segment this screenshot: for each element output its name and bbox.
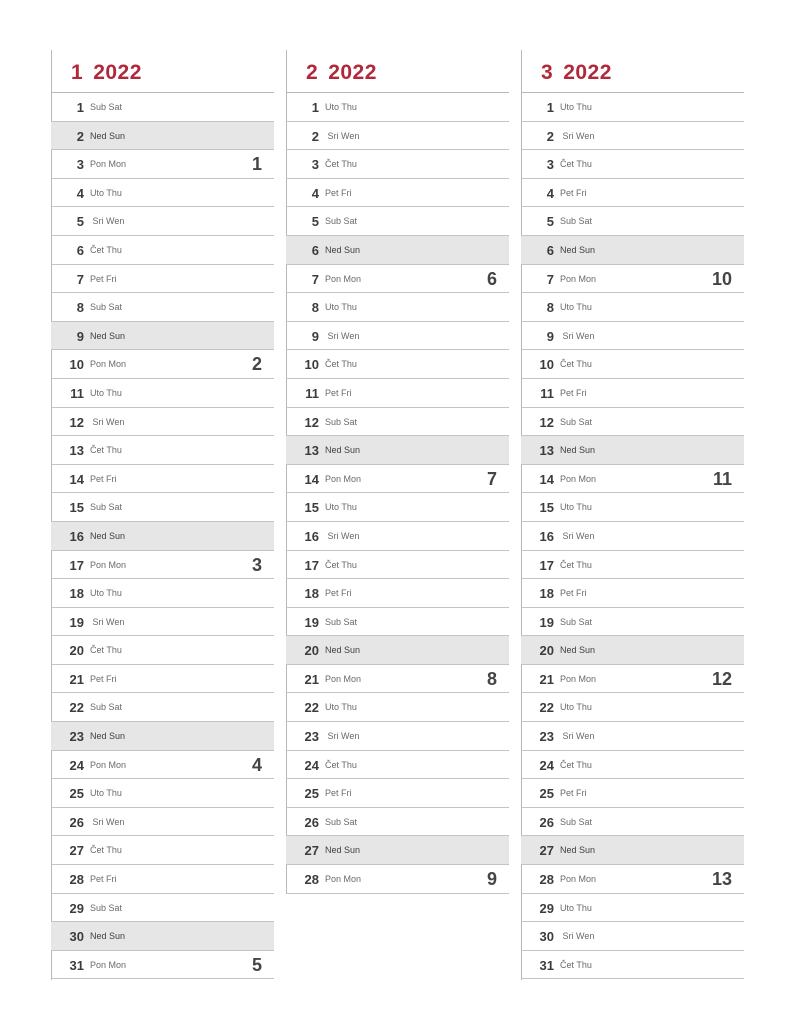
weekday-label: Sri Wen — [90, 616, 125, 627]
weekday-label: Sub Sat — [325, 416, 358, 427]
month-column-february — [286, 50, 509, 894]
weekday-label: Čet Thu — [560, 759, 592, 770]
weekday-label: Sub Sat — [325, 616, 358, 627]
day-row — [51, 579, 274, 608]
day-number: 21 — [539, 671, 554, 687]
day-number: 7 — [546, 271, 554, 287]
weekday-label: Sri Wen — [90, 816, 125, 827]
weekday-label: Uto Thu — [325, 702, 357, 713]
day-row — [51, 408, 274, 437]
day-row — [286, 93, 509, 122]
weekday-label: Pon Mon — [90, 959, 127, 970]
day-number: 3 — [546, 157, 554, 173]
week-number: 9 — [486, 869, 497, 890]
month-column-january — [51, 50, 274, 979]
month-year: 2022 — [328, 61, 377, 84]
day-number: 19 — [539, 614, 554, 630]
day-row — [521, 693, 744, 722]
day-row — [286, 751, 509, 780]
weekday-label: Pet Fri — [90, 273, 117, 284]
day-row — [51, 322, 274, 351]
weekday-label: Pon Mon — [560, 673, 597, 684]
weekday-label: Sri Wen — [560, 731, 595, 742]
weekday-label: Ned Sun — [560, 845, 596, 856]
weekday-label: Čet Thu — [560, 559, 592, 570]
weekday-label: Pet Fri — [560, 788, 587, 799]
day-number: 27 — [69, 843, 84, 859]
day-row — [521, 894, 744, 923]
day-number: 14 — [539, 471, 554, 487]
day-row — [51, 951, 274, 980]
day-number: 16 — [69, 528, 84, 544]
day-row — [51, 293, 274, 322]
weekday-label: Uto Thu — [560, 702, 592, 713]
day-number: 11 — [540, 385, 554, 401]
day-number: 16 — [539, 528, 554, 544]
weekday-label: Ned Sun — [90, 130, 126, 141]
day-row — [286, 836, 509, 865]
day-row — [286, 779, 509, 808]
weekday-label: Sri Wen — [325, 330, 360, 341]
day-row — [51, 207, 274, 236]
day-row — [286, 722, 509, 751]
weekday-label: Čet Thu — [325, 359, 357, 370]
day-number: 15 — [69, 500, 84, 516]
day-number: 28 — [69, 872, 84, 888]
day-number: 24 — [539, 757, 554, 773]
weekday-label: Uto Thu — [90, 788, 122, 799]
day-row — [521, 436, 744, 465]
day-row — [521, 150, 744, 179]
weekday-label: Pon Mon — [90, 159, 127, 170]
month-year: 2022 — [93, 61, 142, 84]
day-row — [51, 722, 274, 751]
day-row — [521, 350, 744, 379]
weekday-label: Uto Thu — [325, 102, 357, 112]
day-row — [286, 865, 509, 894]
day-row — [51, 551, 274, 580]
day-number: 6 — [546, 242, 554, 258]
day-number: 22 — [539, 700, 554, 716]
day-row — [521, 236, 744, 265]
month-number: 1 — [71, 61, 84, 84]
weekday-label: Pon Mon — [560, 273, 597, 284]
weekday-label: Ned Sun — [560, 445, 596, 456]
day-row — [286, 265, 509, 294]
weekday-label: Sri Wen — [560, 330, 595, 341]
day-row — [286, 408, 509, 437]
day-number: 11 — [70, 385, 84, 401]
day-list — [286, 92, 509, 894]
weekday-label: Ned Sun — [90, 731, 126, 742]
weekday-label: Uto Thu — [560, 302, 592, 313]
day-row — [521, 836, 744, 865]
day-number: 31 — [539, 957, 554, 973]
weekday-label: Sri Wen — [560, 931, 595, 942]
weekday-label: Sri Wen — [325, 130, 360, 141]
day-row — [521, 665, 744, 694]
day-row — [51, 179, 274, 208]
weekday-label: Čet Thu — [560, 359, 592, 370]
day-row — [521, 922, 744, 951]
day-number: 24 — [69, 757, 84, 773]
day-number: 13 — [304, 443, 319, 459]
day-number: 4 — [311, 185, 319, 201]
day-number: 18 — [304, 586, 319, 602]
day-number: 8 — [76, 300, 84, 316]
week-number: 6 — [486, 268, 497, 289]
week-number: 8 — [486, 668, 497, 689]
month-number: 3 — [541, 61, 554, 84]
weekday-label: Čet Thu — [90, 445, 122, 456]
weekday-label: Sri Wen — [90, 416, 125, 427]
weekday-label: Pet Fri — [325, 387, 352, 398]
day-row — [286, 693, 509, 722]
weekday-label: Uto Thu — [90, 588, 122, 599]
day-row — [286, 808, 509, 837]
day-row — [286, 579, 509, 608]
weekday-label: Ned Sun — [325, 445, 361, 456]
weekday-label: Čet Thu — [90, 845, 122, 856]
weekday-label: Čet Thu — [325, 759, 357, 770]
weekday-label: Pet Fri — [325, 187, 352, 198]
day-number: 4 — [76, 185, 84, 201]
weekday-label: Ned Sun — [325, 645, 361, 656]
month-year: 2022 — [563, 61, 612, 84]
day-number: 26 — [539, 814, 554, 830]
weekday-label: Sri Wen — [560, 130, 595, 141]
day-row — [51, 836, 274, 865]
day-row — [521, 322, 744, 351]
day-row — [51, 922, 274, 951]
weekday-label: Pet Fri — [90, 673, 117, 684]
day-row — [51, 894, 274, 923]
day-number: 31 — [69, 957, 84, 973]
weekday-label: Uto Thu — [90, 187, 122, 198]
weekday-label: Uto Thu — [560, 902, 592, 913]
day-number: 5 — [76, 214, 84, 230]
day-number: 21 — [69, 671, 84, 687]
day-number: 12 — [539, 414, 554, 430]
day-row — [521, 408, 744, 437]
day-row — [286, 636, 509, 665]
weekday-label: Pon Mon — [90, 759, 127, 770]
weekday-label: Pon Mon — [325, 273, 362, 284]
day-number: 3 — [311, 157, 319, 173]
day-number: 20 — [304, 643, 319, 659]
day-number: 9 — [311, 328, 319, 344]
week-number: 4 — [251, 754, 262, 775]
weekday-label: Uto Thu — [325, 502, 357, 513]
day-number: 13 — [69, 443, 84, 459]
weekday-label: Ned Sun — [560, 645, 596, 656]
day-number: 27 — [304, 843, 319, 859]
week-number: 13 — [711, 869, 732, 890]
weekday-label: Čet Thu — [325, 159, 357, 170]
weekday-label: Sub Sat — [90, 102, 123, 112]
day-row — [51, 350, 274, 379]
week-number: 7 — [486, 468, 497, 489]
day-number: 11 — [305, 385, 319, 401]
day-number: 6 — [311, 242, 319, 258]
day-number: 10 — [304, 357, 319, 373]
day-number: 2 — [311, 128, 319, 144]
day-number: 1 — [546, 100, 554, 115]
day-row — [286, 379, 509, 408]
weekday-label: Čet Thu — [90, 645, 122, 656]
weekday-label: Sub Sat — [90, 702, 123, 713]
day-row — [286, 436, 509, 465]
day-number: 20 — [69, 643, 84, 659]
day-row — [286, 551, 509, 580]
day-row — [521, 751, 744, 780]
day-number: 10 — [539, 357, 554, 373]
day-number: 22 — [304, 700, 319, 716]
weekday-label: Uto Thu — [90, 387, 122, 398]
month-column-march — [521, 50, 744, 979]
day-row — [521, 293, 744, 322]
day-number: 25 — [69, 786, 84, 802]
day-row — [51, 779, 274, 808]
day-row — [286, 665, 509, 694]
day-number: 24 — [304, 757, 319, 773]
day-number: 18 — [539, 586, 554, 602]
day-number: 5 — [311, 214, 319, 230]
weekday-label: Uto Thu — [325, 302, 357, 313]
day-number: 28 — [539, 872, 554, 888]
weekday-label: Pon Mon — [90, 359, 127, 370]
day-row — [286, 322, 509, 351]
week-number: 3 — [251, 554, 262, 575]
day-number: 16 — [304, 528, 319, 544]
day-row — [521, 608, 744, 637]
day-number: 19 — [304, 614, 319, 630]
weekday-label: Pon Mon — [560, 473, 597, 484]
day-number: 8 — [546, 300, 554, 316]
day-number: 26 — [304, 814, 319, 830]
day-number: 1 — [76, 100, 84, 115]
day-row — [51, 465, 274, 494]
day-number: 4 — [546, 185, 554, 201]
day-row — [521, 179, 744, 208]
day-row — [51, 865, 274, 894]
day-row — [286, 236, 509, 265]
day-number: 22 — [69, 700, 84, 716]
day-number: 17 — [69, 557, 84, 573]
day-row — [286, 608, 509, 637]
day-list — [51, 92, 274, 979]
weekday-label: Sri Wen — [325, 731, 360, 742]
day-row — [521, 493, 744, 522]
day-row — [521, 636, 744, 665]
day-row — [51, 93, 274, 122]
weekday-label: Čet Thu — [560, 159, 592, 170]
weekday-label: Sri Wen — [90, 216, 125, 227]
day-number: 2 — [76, 128, 84, 144]
day-row — [51, 379, 274, 408]
day-number: 7 — [311, 271, 319, 287]
day-row — [521, 265, 744, 294]
day-number: 12 — [304, 414, 319, 430]
day-row — [521, 551, 744, 580]
day-row — [51, 122, 274, 151]
weekday-label: Sub Sat — [90, 302, 123, 313]
day-row — [286, 179, 509, 208]
day-row — [521, 122, 744, 151]
day-number: 2 — [546, 128, 554, 144]
day-row — [51, 665, 274, 694]
day-number: 15 — [539, 500, 554, 516]
day-number: 1 — [311, 100, 319, 115]
week-number: 11 — [712, 468, 732, 489]
day-row — [51, 751, 274, 780]
day-number: 23 — [304, 729, 319, 745]
day-number: 23 — [69, 729, 84, 745]
day-number: 15 — [304, 500, 319, 516]
day-number: 30 — [539, 929, 554, 945]
weekday-label: Pet Fri — [560, 588, 587, 599]
day-row — [51, 608, 274, 637]
day-number: 6 — [76, 242, 84, 258]
month-title — [51, 50, 274, 92]
weekday-label: Sub Sat — [90, 902, 123, 913]
weekday-label: Pon Mon — [325, 673, 362, 684]
weekday-label: Uto Thu — [560, 102, 592, 112]
weekday-label: Pet Fri — [90, 473, 117, 484]
day-number: 27 — [539, 843, 554, 859]
weekday-label: Sub Sat — [560, 816, 593, 827]
weekday-label: Ned Sun — [90, 330, 126, 341]
day-row — [51, 636, 274, 665]
day-row — [521, 865, 744, 894]
week-number: 10 — [711, 268, 732, 289]
day-number: 14 — [304, 471, 319, 487]
day-number: 17 — [539, 557, 554, 573]
weekday-label: Pon Mon — [325, 874, 362, 885]
weekday-label: Sub Sat — [560, 416, 593, 427]
day-row — [286, 465, 509, 494]
month-number: 2 — [306, 61, 319, 84]
day-number: 7 — [76, 271, 84, 287]
weekday-label: Ned Sun — [325, 244, 361, 255]
day-row — [51, 693, 274, 722]
day-number: 17 — [304, 557, 319, 573]
weekday-label: Sub Sat — [560, 216, 593, 227]
day-number: 8 — [311, 300, 319, 316]
weekday-label: Ned Sun — [560, 244, 596, 255]
day-number: 29 — [539, 900, 554, 916]
weekday-label: Sri Wen — [325, 530, 360, 541]
day-row — [521, 207, 744, 236]
day-row — [521, 808, 744, 837]
day-number: 19 — [69, 614, 84, 630]
day-number: 5 — [546, 214, 554, 230]
week-number: 1 — [251, 154, 262, 175]
day-row — [521, 465, 744, 494]
day-number: 9 — [546, 328, 554, 344]
day-row — [51, 493, 274, 522]
day-row — [521, 779, 744, 808]
day-row — [286, 122, 509, 151]
day-row — [286, 493, 509, 522]
day-number: 21 — [304, 671, 319, 687]
day-number: 3 — [76, 157, 84, 173]
day-number: 20 — [539, 643, 554, 659]
weekday-label: Pon Mon — [90, 559, 127, 570]
weekday-label: Ned Sun — [90, 931, 126, 942]
weekday-label: Pon Mon — [325, 473, 362, 484]
weekday-label: Pon Mon — [560, 874, 597, 885]
day-number: 9 — [76, 328, 84, 344]
day-row — [286, 293, 509, 322]
day-row — [521, 522, 744, 551]
day-number: 12 — [69, 414, 84, 430]
day-number: 26 — [69, 814, 84, 830]
day-row — [51, 236, 274, 265]
month-title — [286, 50, 509, 92]
weekday-label: Sub Sat — [325, 816, 358, 827]
day-row — [286, 522, 509, 551]
day-list — [521, 92, 744, 979]
weekday-label: Sub Sat — [560, 616, 593, 627]
day-row — [51, 436, 274, 465]
day-row — [51, 150, 274, 179]
weekday-label: Pet Fri — [325, 588, 352, 599]
weekday-label: Pet Fri — [560, 387, 587, 398]
day-row — [521, 722, 744, 751]
day-row — [51, 265, 274, 294]
day-number: 13 — [539, 443, 554, 459]
day-row — [521, 951, 744, 980]
weekday-label: Ned Sun — [90, 530, 126, 541]
weekday-label: Čet Thu — [90, 244, 122, 255]
day-number: 30 — [69, 929, 84, 945]
weekday-label: Čet Thu — [560, 959, 592, 970]
week-number: 2 — [251, 354, 262, 375]
weekday-label: Ned Sun — [325, 845, 361, 856]
day-row — [51, 808, 274, 837]
day-number: 18 — [69, 586, 84, 602]
day-row — [521, 379, 744, 408]
weekday-label: Pet Fri — [560, 187, 587, 198]
day-number: 14 — [69, 471, 84, 487]
weekday-label: Pet Fri — [325, 788, 352, 799]
day-number: 23 — [539, 729, 554, 745]
day-number: 25 — [304, 786, 319, 802]
day-row — [51, 522, 274, 551]
day-row — [286, 350, 509, 379]
day-number: 10 — [69, 357, 84, 373]
weekday-label: Sri Wen — [560, 530, 595, 541]
weekday-label: Sub Sat — [325, 216, 358, 227]
month-title — [521, 50, 744, 92]
day-row — [521, 579, 744, 608]
week-number: 12 — [711, 668, 732, 689]
day-number: 28 — [304, 872, 319, 888]
day-row — [521, 93, 744, 122]
weekday-label: Sub Sat — [90, 502, 123, 513]
week-number: 5 — [251, 954, 262, 975]
day-number: 29 — [69, 900, 84, 916]
day-number: 25 — [539, 786, 554, 802]
weekday-label: Čet Thu — [325, 559, 357, 570]
day-row — [286, 207, 509, 236]
day-row — [286, 150, 509, 179]
weekday-label: Pet Fri — [90, 874, 117, 885]
weekday-label: Uto Thu — [560, 502, 592, 513]
